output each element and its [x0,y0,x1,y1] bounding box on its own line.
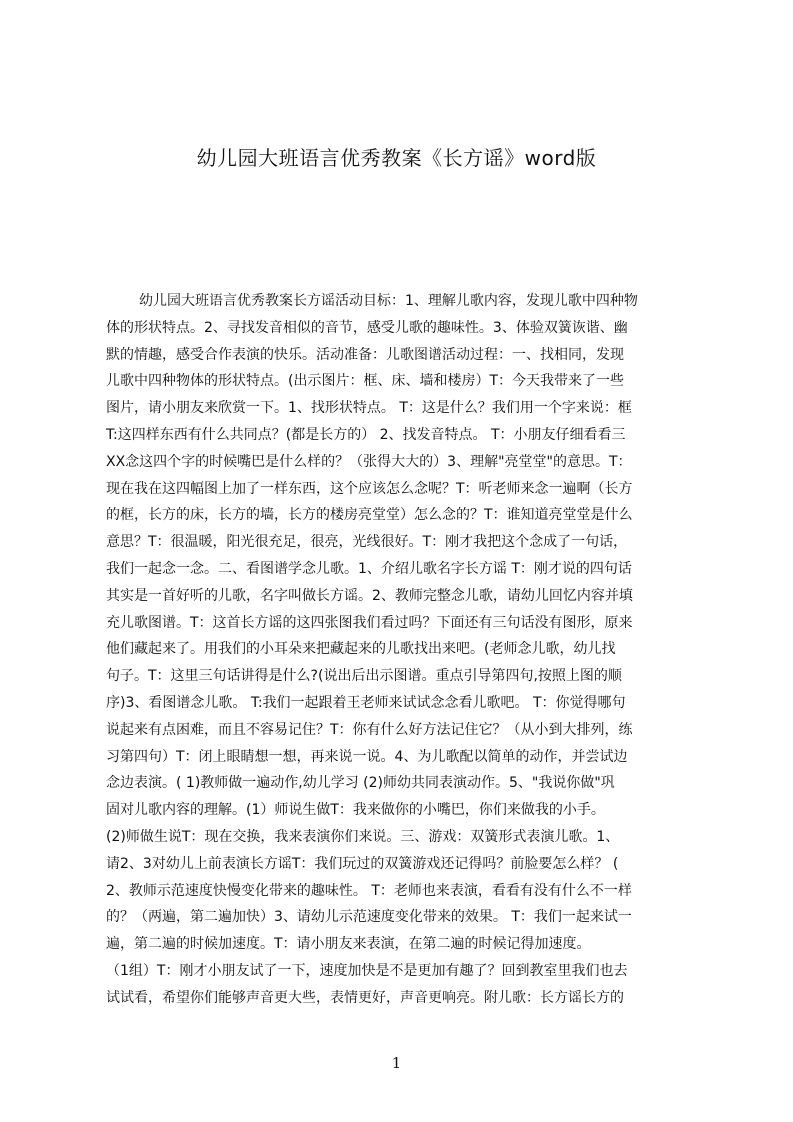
body-line: 默的情趣，感受合作表演的快乐。活动准备：儿歌图谱活动过程：一、找相同，发现 [106,346,624,363]
body-line: XX念这四个字的时候嘴巴是什么样的？（张得大大的）3、理解"亮堂堂"的意思。T： [106,453,632,470]
body-line: 我们一起念一念。二、看图谱学念儿歌。1、介绍儿歌名字长方谣 T：刚才说的四句话 [106,560,632,577]
body-line: T:这四样东西有什么共同点？(都是长方的） 2、找发音特点。 T：小朋友仔细看看三 [106,426,626,443]
body-line: 其实是一首好听的儿歌，名字叫做长方谣。2、教师完整念儿歌，请幼儿回忆内容并填 [106,587,633,604]
body-line: 请2、3对幼儿上前表演长方谣T：我们玩过的双簧游戏还记得吗？前脸要怎么样？ ( [106,855,619,872]
body-line: 现在我在这四幅图上加了一样东西，这个应该怎么念呢？T：听老师来念一遍啊（长方 [106,480,633,497]
body-line: 固对儿歌内容的理解。(1）师说生做T：我来做你的小嘴巴，你们来做我的小手。 [106,802,605,819]
body-line: 体的形状特点。2、寻找发音相似的音节，感受儿歌的趣味性。3、体验双簧诙谐、幽 [106,319,628,336]
body-line: (2)师做生说T：现在交换，我来表演你们来说。三、游戏：双簧形式表演儿歌。1、 [106,828,620,845]
body-line: 儿歌中四种物体的形状特点。(出示图片：框、床、墙和楼房）T：今天我带来了一些 [106,373,625,390]
body-line: 的框，长方的床，长方的墙，长方的楼房亮堂堂）怎么念的？T：谁知道亮堂堂是什么 [106,507,633,524]
body-line: 习第四句）T：闭上眼睛想一想，再来说一说。4、为儿歌配以简单的动作，并尝试边 [106,748,628,765]
body-text [106,288,698,1048]
body-line: 试试看，希望你们能够声音更大些，表情更好，声音更响亮。附儿歌：长方谣长方的 [106,989,624,1006]
page-number: 1 [391,1054,402,1072]
body-line: 图片，请小朋友来欣赏一下。1、找形状特点。 T：这是什么？我们用一个字来说：框 [106,400,632,417]
body-line: 念边表演。( 1)教师做一遍动作,幼儿学习 (2)师幼共同表演动作。5、"我说你做"巩 [106,775,615,792]
body-line: 充儿歌图谱。T：这首长方谣的这四张图我们看过吗？下面还有三句话没有图形，原来 [106,614,633,631]
body-line: （1组）T：刚才小朋友试了一下，速度加快是不是更加有趣了？回到教室里我们也去 [106,962,628,979]
document-title: 幼儿园大班语言优秀教案《长方谣》word版 [196,146,597,170]
body-line: 2、教师示范速度快慢变化带来的趣味性。 T：老师也来表演，看看有没有什么不一样 [106,882,632,899]
body-line: 的？（两遍，第二遍加快）3、请幼儿示范速度变化带来的效果。 T：我们一起来试一 [106,909,632,926]
body-line: 说起来有点困难，而且不容易记住？T：你有什么好方法记住它？（从小到大排列，练 [106,721,633,738]
body-line: 句子。T：这里三句话讲得是什么?(说出后出示图谱。重点引导第四句,按照上图的顺 [106,668,622,685]
body-line: 遍，第二遍的时候加速度。T：请小朋友来表演，在第二遍的时候记得加速度。 [106,936,591,953]
body-line: 幼儿园大班语言优秀教案长方谣活动目标：1、理解儿歌内容，发现儿歌中四种物 [139,293,638,309]
body-line: 意思？T：很温暖，阳光很充足，很亮，光线很好。T：刚才我把这个念成了一句话， [106,534,628,551]
body-line: 他们藏起来了。用我们的小耳朵来把藏起来的儿歌找出来吧。(老师念儿歌，幼儿找 [106,641,616,658]
body-line: 序)3、看图谱念儿歌。 T:我们一起跟着王老师来试试念念看儿歌吧。 T：你觉得哪句 [106,694,626,711]
